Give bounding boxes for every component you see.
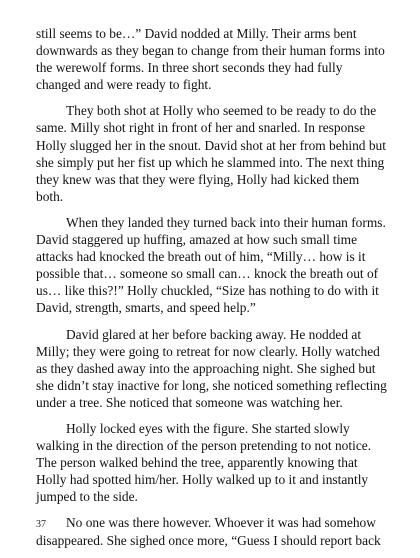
page-number: 37 <box>36 519 46 530</box>
body-text <box>36 25 388 558</box>
paragraph: No one was there however. Whoever it was had somehow disappeared. She sighed once more, “Guess I should report back <box>36 515 381 548</box>
paragraph: Holly locked eyes with the figure. She started slowly walking in the direction of the person pretending to not notice. The person walked behind the tree, apparently knowing that Holly had spotted him/her. Holly walked up to it and instantly jumped to the side. <box>36 420 372 505</box>
paragraph: They both shot at Holly who seemed to be ready to do the same. Milly shot right in front of her and snarled. In response Holly slugged her in the snout. David shot at her from behind but she simply put her fist up which he slammed into. The next thing they knew was that they were flying, Holly had kicked them both. <box>36 103 386 204</box>
paragraph-continuation: still seems to be…” David nodded at Milly. Their arms bent downwards as they began to change from their human forms into the werewolf forms. In three short seconds they had fully changed and were ready to fight. <box>36 26 385 93</box>
paragraph: David glared at her before backing away. He nodded at Milly; they were going to retreat for now clearly. Holly watched as they dashed away into the approaching night. She sighed but she didn’t stay inactive for long, she noticed something reflecting under a tree. She noticed that someone was watching her. <box>36 326 387 410</box>
paragraph: When they landed they turned back into their human forms. David staggered up huffing, amazed at how such small time attacks had knocked the breath out of him, “Milly… how is it possible that… someone so small can… knock the breath out of us… like this?!” Holly chuckled, “Size has nothing to do with it David, strength, smarts, and speed help.” <box>36 214 386 316</box>
